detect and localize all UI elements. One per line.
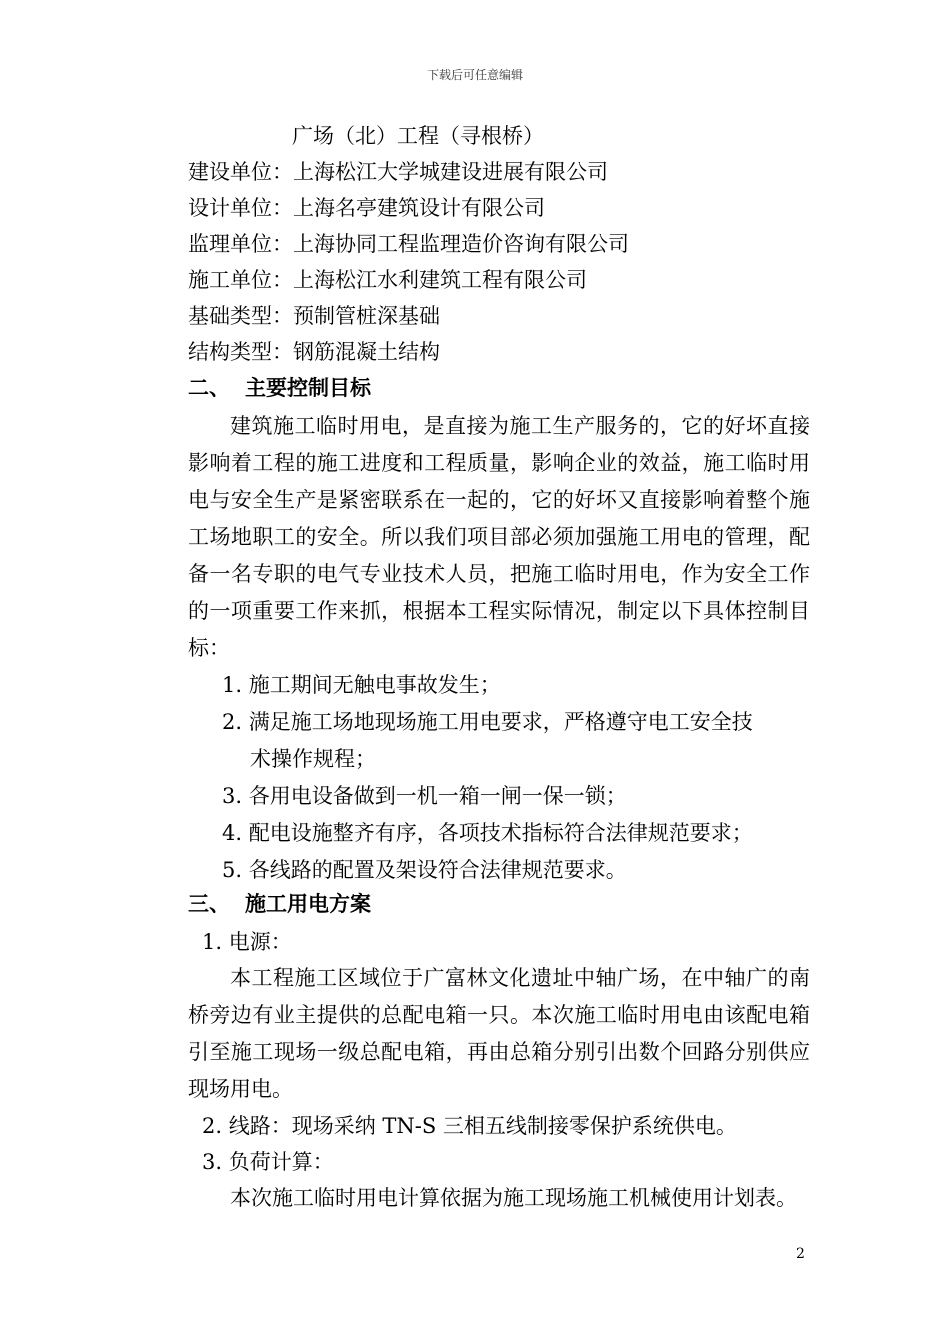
wiring-line: 2. 线路：现场采纳 TN-S 三相五线制接零保护系统供电。 [202,1114,737,1138]
info-line-supervision-unit: 监理单位：上海协同工程监理造价咨询有限公司 [188,232,629,256]
project-title: 广场（北）工程（寻根桥） [292,124,544,148]
section2-paragraph: 建筑施工临时用电，是直接为施工生产服务的，它的好坏直接影响着工程的施工进度和工程质量，影响企业的效益，施工临时用电与安全生产是紧密联系在一起的，它的好坏又直接影响着整个施工场地职工的安全。所以我们项目部必须加强施工用电的管理，配备一名专职的电气专业技术人员，把施工临时用电，作为安全工作的一项重要工作来抓，根据本工程实际情况，制定以下具体控制目标： [188,414,810,660]
header-note: 下载后可任意编辑 [426,68,523,82]
info-line-foundation-type: 基础类型：预制管桩深基础 [188,304,440,328]
info-line-contractor-unit: 施工单位：上海松江水利建筑工程有限公司 [188,268,587,292]
info-line-construction-unit: 建设单位：上海松江大学城建设进展有限公司 [188,160,608,184]
section3-title: 施工用电方案 [245,891,371,916]
goal-item-2: 2. 满足施工场地现场施工用电要求，严格遵守电工安全技 [222,710,753,734]
goal-item-1: 1. 施工期间无触电事故发生； [222,673,501,697]
section3-number: 三、 [188,891,230,916]
section2-number: 二、 [188,375,230,400]
power-source-paragraph: 本工程施工区域位于广富林文化遗址中轴广场，在中轴广的南桥旁边有业主提供的总配电箱一只。本次施工临时用电由该配电箱引至施工现场一级总配电箱，再由总箱分别引出数个回路分别供应现场用电。 [188,966,810,1101]
load-calc-heading: 3. 负荷计算： [202,1150,334,1174]
load-calc-paragraph: 本次施工临时用电计算依据为施工现场施工机械使用计划表。 [230,1186,797,1210]
section2-title: 主要控制目标 [245,375,371,400]
power-source-heading: 1. 电源： [202,930,292,954]
info-line-structure-type: 结构类型：钢筋混凝土结构 [188,340,440,364]
goal-item-3: 3. 各用电设备做到一机一箱一闸一保一锁； [222,784,627,808]
goal-item-5: 5. 各线路的配置及架设符合法律规范要求。 [222,858,627,882]
goal-item-2-cont: 术操作规程； [250,747,376,771]
page-number: 2 [796,1246,805,1262]
info-line-design-unit: 设计单位：上海名亭建筑设计有限公司 [188,196,545,220]
goal-item-4: 4. 配电设施整齐有序，各项技术指标符合法律规范要求； [222,821,753,845]
